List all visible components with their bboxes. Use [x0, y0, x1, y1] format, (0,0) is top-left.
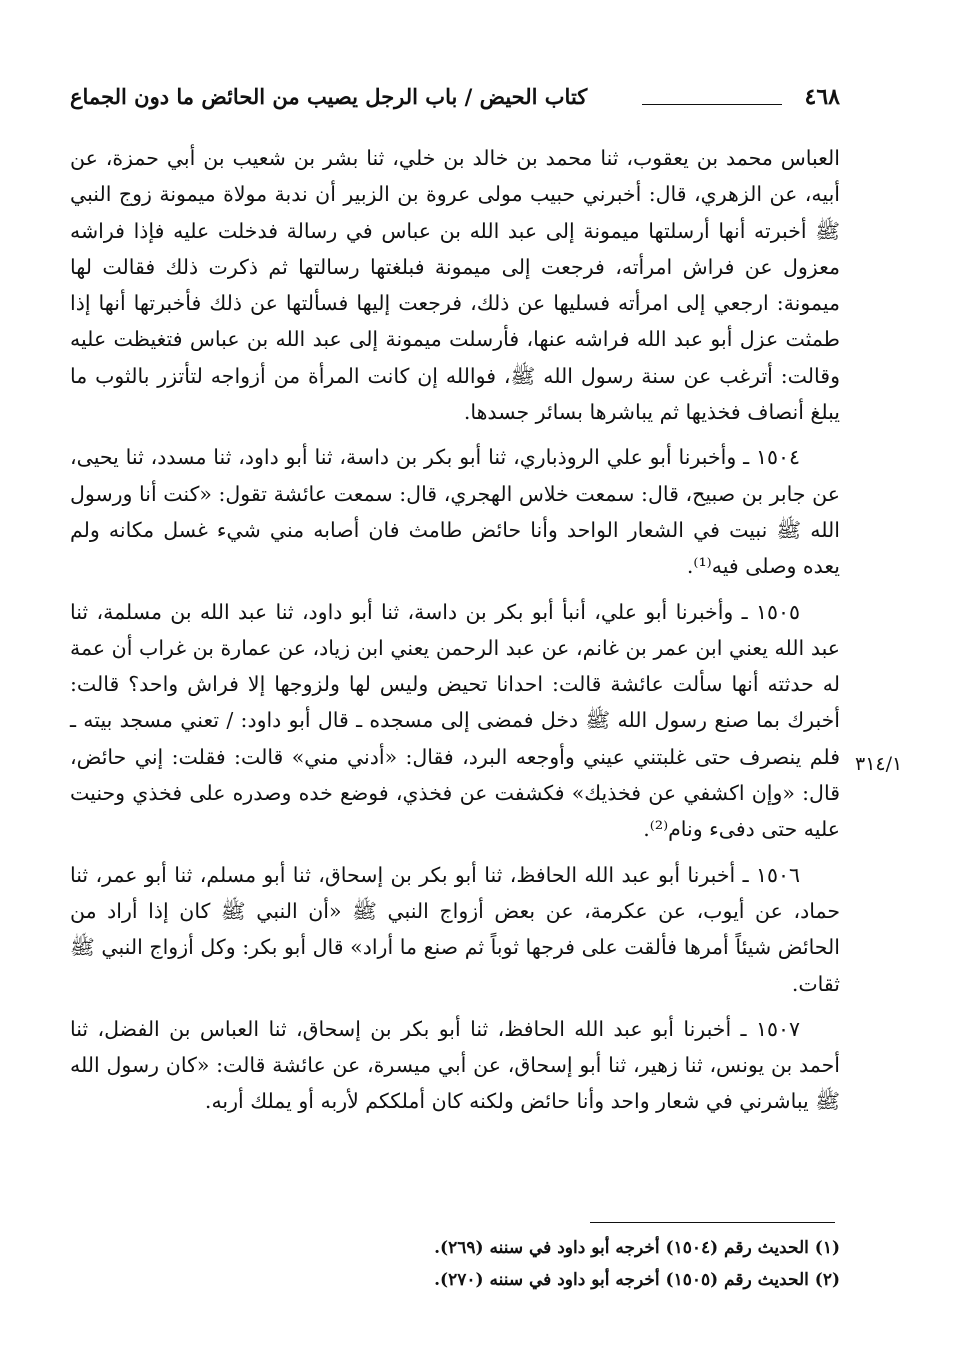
running-title: كتاب الحيض / باب الرجل يصيب من الحائض ما دون الجماع [70, 84, 588, 109]
hadith-1505: ١٥٠٥ ـ وأخبرنا أبو علي، أنبأ أبو بكر بن داسة، ثنا أبو داود، ثنا عبد الله بن مسلمة، ثنا عبد الله يعني ابن عمر بن غانم، عن عبد الرحمن يعني ابن زياد، عن عمارة بن غراب أن عمة له حدثته أنها سألت عائشة قالت: احدانا تحيض وليس لها ولزوجها إلا فراش واحد؟ قالت: أخبرك بما صنع رسول الله ﷺ دخل فمضى إلى مسجده ـ قال أبو داود: / تعني مسجد بيته ـ فلم ينصرف حتى غلبتني عيني وأوجعه البرد، فقال: «أدني مني» قالت: فقلت: إني حائض، قال: «وإن اكشفي عن فخذيك» فكشفت عن فخذي، فوضع خده وصدره على فخذي وحنيت عليه حتى دفىء ونام⁽²⁾. [70, 599, 840, 842]
header-rule [642, 104, 782, 105]
hadith-1504: ١٥٠٤ ـ وأخبرنا أبو علي الروذباري، ثنا أبو بكر بن داسة، ثنا أبو داود، ثنا مسدد، ثنا يحيى، عن جابر بن صبيح، قال: سمعت خلاس الهجري، قال: سمعت عائشة تقول: «كنت أنا ورسول الله ﷺ نبيت في الشعار الواحد وأنا حائض طامث فان أصابه مني شيء غسل مكانه ولم يعده وصلى فيه⁽¹⁾. [70, 445, 840, 579]
hadith-1506: ١٥٠٦ ـ أخبرنا أبو عبد الله الحافظ، ثنا أبو بكر بن إسحاق، ثنا أبو مسلم، ثنا أبو عمر، ثنا حماد، عن أيوب، عن عكرمة، عن بعض أزواج النبي ﷺ «أن النبي ﷺ كان إذا أراد من الحائض شيئاً أمرها فألقت على فرجها ثوباً ثم صنع ما أراد» قال أبو بكر: وكل أزواج النبي ﷺ ثقات. [70, 862, 840, 996]
footnote-rule [590, 1222, 835, 1223]
footnotes [70, 1232, 840, 1296]
page-body [70, 140, 840, 1129]
page-header [70, 84, 840, 120]
page-number: ٤٦٨ [804, 84, 840, 110]
margin-reference: ٣١٤/١ [855, 753, 903, 775]
footnote-2: (٢) الحديث رقم (١٥٠٥) أخرجه أبو داود في سننه (٢٧٠). [434, 1270, 840, 1290]
paragraph-continuation: العباس محمد بن يعقوب، ثنا محمد بن خالد بن خلي، ثنا بشر بن شعيب بن أبي حمزة، عن أبيه، عن الزهري، قال: أخبرني حبيب مولى عروة بن الزبير أن ندبة مولاة ميمونة زوج النبي ﷺ أخبرته أنها أرسلتها ميمونة إلى عبد الله بن عباس في رسالة فدخلت عليه فإذا فراشه معزول عن فراش امرأته، فرجعت إلى ميمونة فبلغتها رسالتها ثم ذكرت ذلك فقالت لها ميمونة: ارجعي إلى امرأته فسليها عن ذلك، فرجعت إليها فسألتها عن ذلك فأخبرتها أنها إذا طمثت عزل أبو عبد الله فراشه عنها، فأرسلت ميمونة إلى عبد الله بن عباس فتغيظت عليه وقالت: أترغب عن سنة رسول الله ﷺ، فوالله إن كانت المرأة من أزواجه لتأتزر بالثوب ما يبلغ أنصاف فخذيها ثم يباشرها بسائر جسدها. [70, 146, 840, 425]
footnote-1: (١) الحديث رقم (١٥٠٤) أخرجه أبو داود في سننه (٢٦٩). [434, 1238, 840, 1258]
hadith-1507: ١٥٠٧ ـ أخبرنا أبو عبد الله الحافظ، ثنا أبو بكر بن إسحاق، ثنا العباس بن الفضل، ثنا أحمد بن يونس، ثنا زهير، ثنا أبو إسحاق، عن أبي ميسرة، عن عائشة قالت: «كان رسول الله ﷺ يباشرني في شعار واحد وأنا حائض ولكنه كان أملككم لأربه أو يملك أربه. [70, 1016, 840, 1114]
